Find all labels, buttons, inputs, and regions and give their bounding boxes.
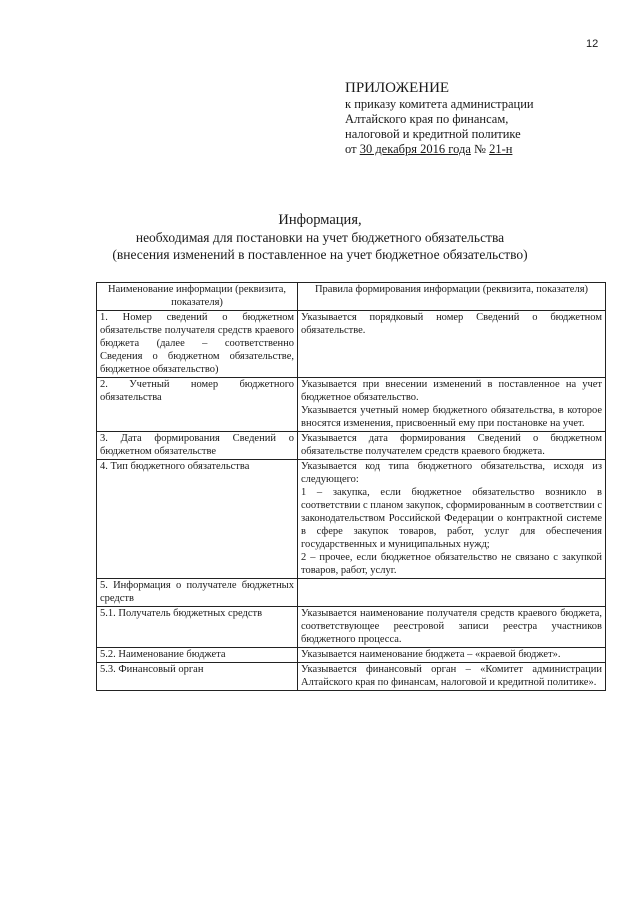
row-name: 5.3. Финансовый орган xyxy=(97,663,298,691)
row-rules xyxy=(298,663,606,691)
table-row xyxy=(97,663,606,691)
order-date: 30 декабря 2016 года xyxy=(359,142,471,156)
rule-paragraph: 1 – закупка, если бюджетное обязательство возникло в соответствии с планом закупок, сформированным в соответствии с законодательством Российской Федерации о контрактной системе в сфере закупок товаров, работ, услуг для обеспечения государственных и муниципальных нужд; xyxy=(301,487,602,550)
info-table xyxy=(96,282,606,691)
row-name: 3. Дата формирования Сведений о бюджетном обязательстве xyxy=(97,432,298,460)
row-rules xyxy=(298,432,606,460)
appendix-line: налоговой и кредитной политике xyxy=(345,127,521,141)
row-rules xyxy=(298,607,606,648)
column-header-rules: Правила формирования информации (реквизита, показателя) xyxy=(298,283,606,311)
appendix-line: к приказу комитета администрации xyxy=(345,97,534,111)
order-number: 21-н xyxy=(489,142,513,156)
appendix-title: ПРИЛОЖЕНИЕ xyxy=(345,80,450,96)
order-prefix: от xyxy=(345,142,360,156)
table-row xyxy=(97,311,606,378)
appendix-block xyxy=(345,80,615,157)
table-row xyxy=(97,607,606,648)
row-name: 5. Информация о получателе бюджетных средств xyxy=(97,579,298,607)
rule-paragraph: Указывается учетный номер бюджетного обязательства, в которое вносятся изменения, присвоенный ему при постановке на учет. xyxy=(301,405,602,429)
rule-paragraph: Указывается код типа бюджетного обязательства, исходя из следующего: xyxy=(301,461,602,485)
row-name: 2. Учетный номер бюджетного обязательства xyxy=(97,378,298,432)
row-name: 4. Тип бюджетного обязательства xyxy=(97,460,298,579)
row-rules xyxy=(298,378,606,432)
row-name: 1. Номер сведений о бюджетном обязательстве получателя средств краевого бюджета (далее – соответственно Сведения о бюджетном обязательстве, бюджетное обязательство) xyxy=(97,311,298,378)
rule-paragraph: Указывается при внесении изменений в поставленное на учет бюджетное обязательство. xyxy=(301,379,602,403)
table-row xyxy=(97,460,606,579)
table-row xyxy=(97,579,606,607)
table-row xyxy=(97,432,606,460)
heading-line: необходимая для постановки на учет бюджетного обязательства xyxy=(135,230,505,245)
table-header-row xyxy=(97,283,606,311)
row-rules xyxy=(298,460,606,579)
rule-paragraph: Указывается порядковый номер Сведений о бюджетном обязательстве. xyxy=(301,312,602,336)
heading-line: (внесения изменений в поставленное на учет бюджетное обязательство) xyxy=(112,247,528,262)
row-rules xyxy=(298,648,606,663)
row-name: 5.2. Наименование бюджета xyxy=(97,648,298,663)
table-row xyxy=(97,648,606,663)
appendix-line: Алтайского края по финансам, xyxy=(345,112,509,126)
rule-paragraph: 2 – прочее, если бюджетное обязательство не связано с закупкой товаров, работ, услуг. xyxy=(301,552,602,576)
column-header-name: Наименование информации (реквизита, показателя) xyxy=(97,283,298,311)
rule-paragraph: Указывается наименование бюджета – «краевой бюджет». xyxy=(301,649,561,660)
row-rules xyxy=(298,579,606,607)
row-name: 5.1. Получатель бюджетных средств xyxy=(97,607,298,648)
order-line xyxy=(345,142,615,157)
document-heading xyxy=(0,212,640,263)
rule-paragraph: Указывается наименование получателя средств краевого бюджета, соответствующее реестровой записи реестра участников бюджетного процесса. xyxy=(301,608,602,645)
order-number-sign: № xyxy=(470,142,490,156)
page-number: 12 xyxy=(586,38,599,50)
rule-paragraph: Указывается финансовый орган – «Комитет администрации Алтайского края по финансам, налоговой и кредитной политике». xyxy=(301,664,602,688)
heading-title: Информация, xyxy=(278,212,362,228)
row-rules xyxy=(298,311,606,378)
rule-paragraph: Указывается дата формирования Сведений о бюджетном обязательстве получателем средств краевого бюджета. xyxy=(301,433,602,457)
table-row xyxy=(97,378,606,432)
